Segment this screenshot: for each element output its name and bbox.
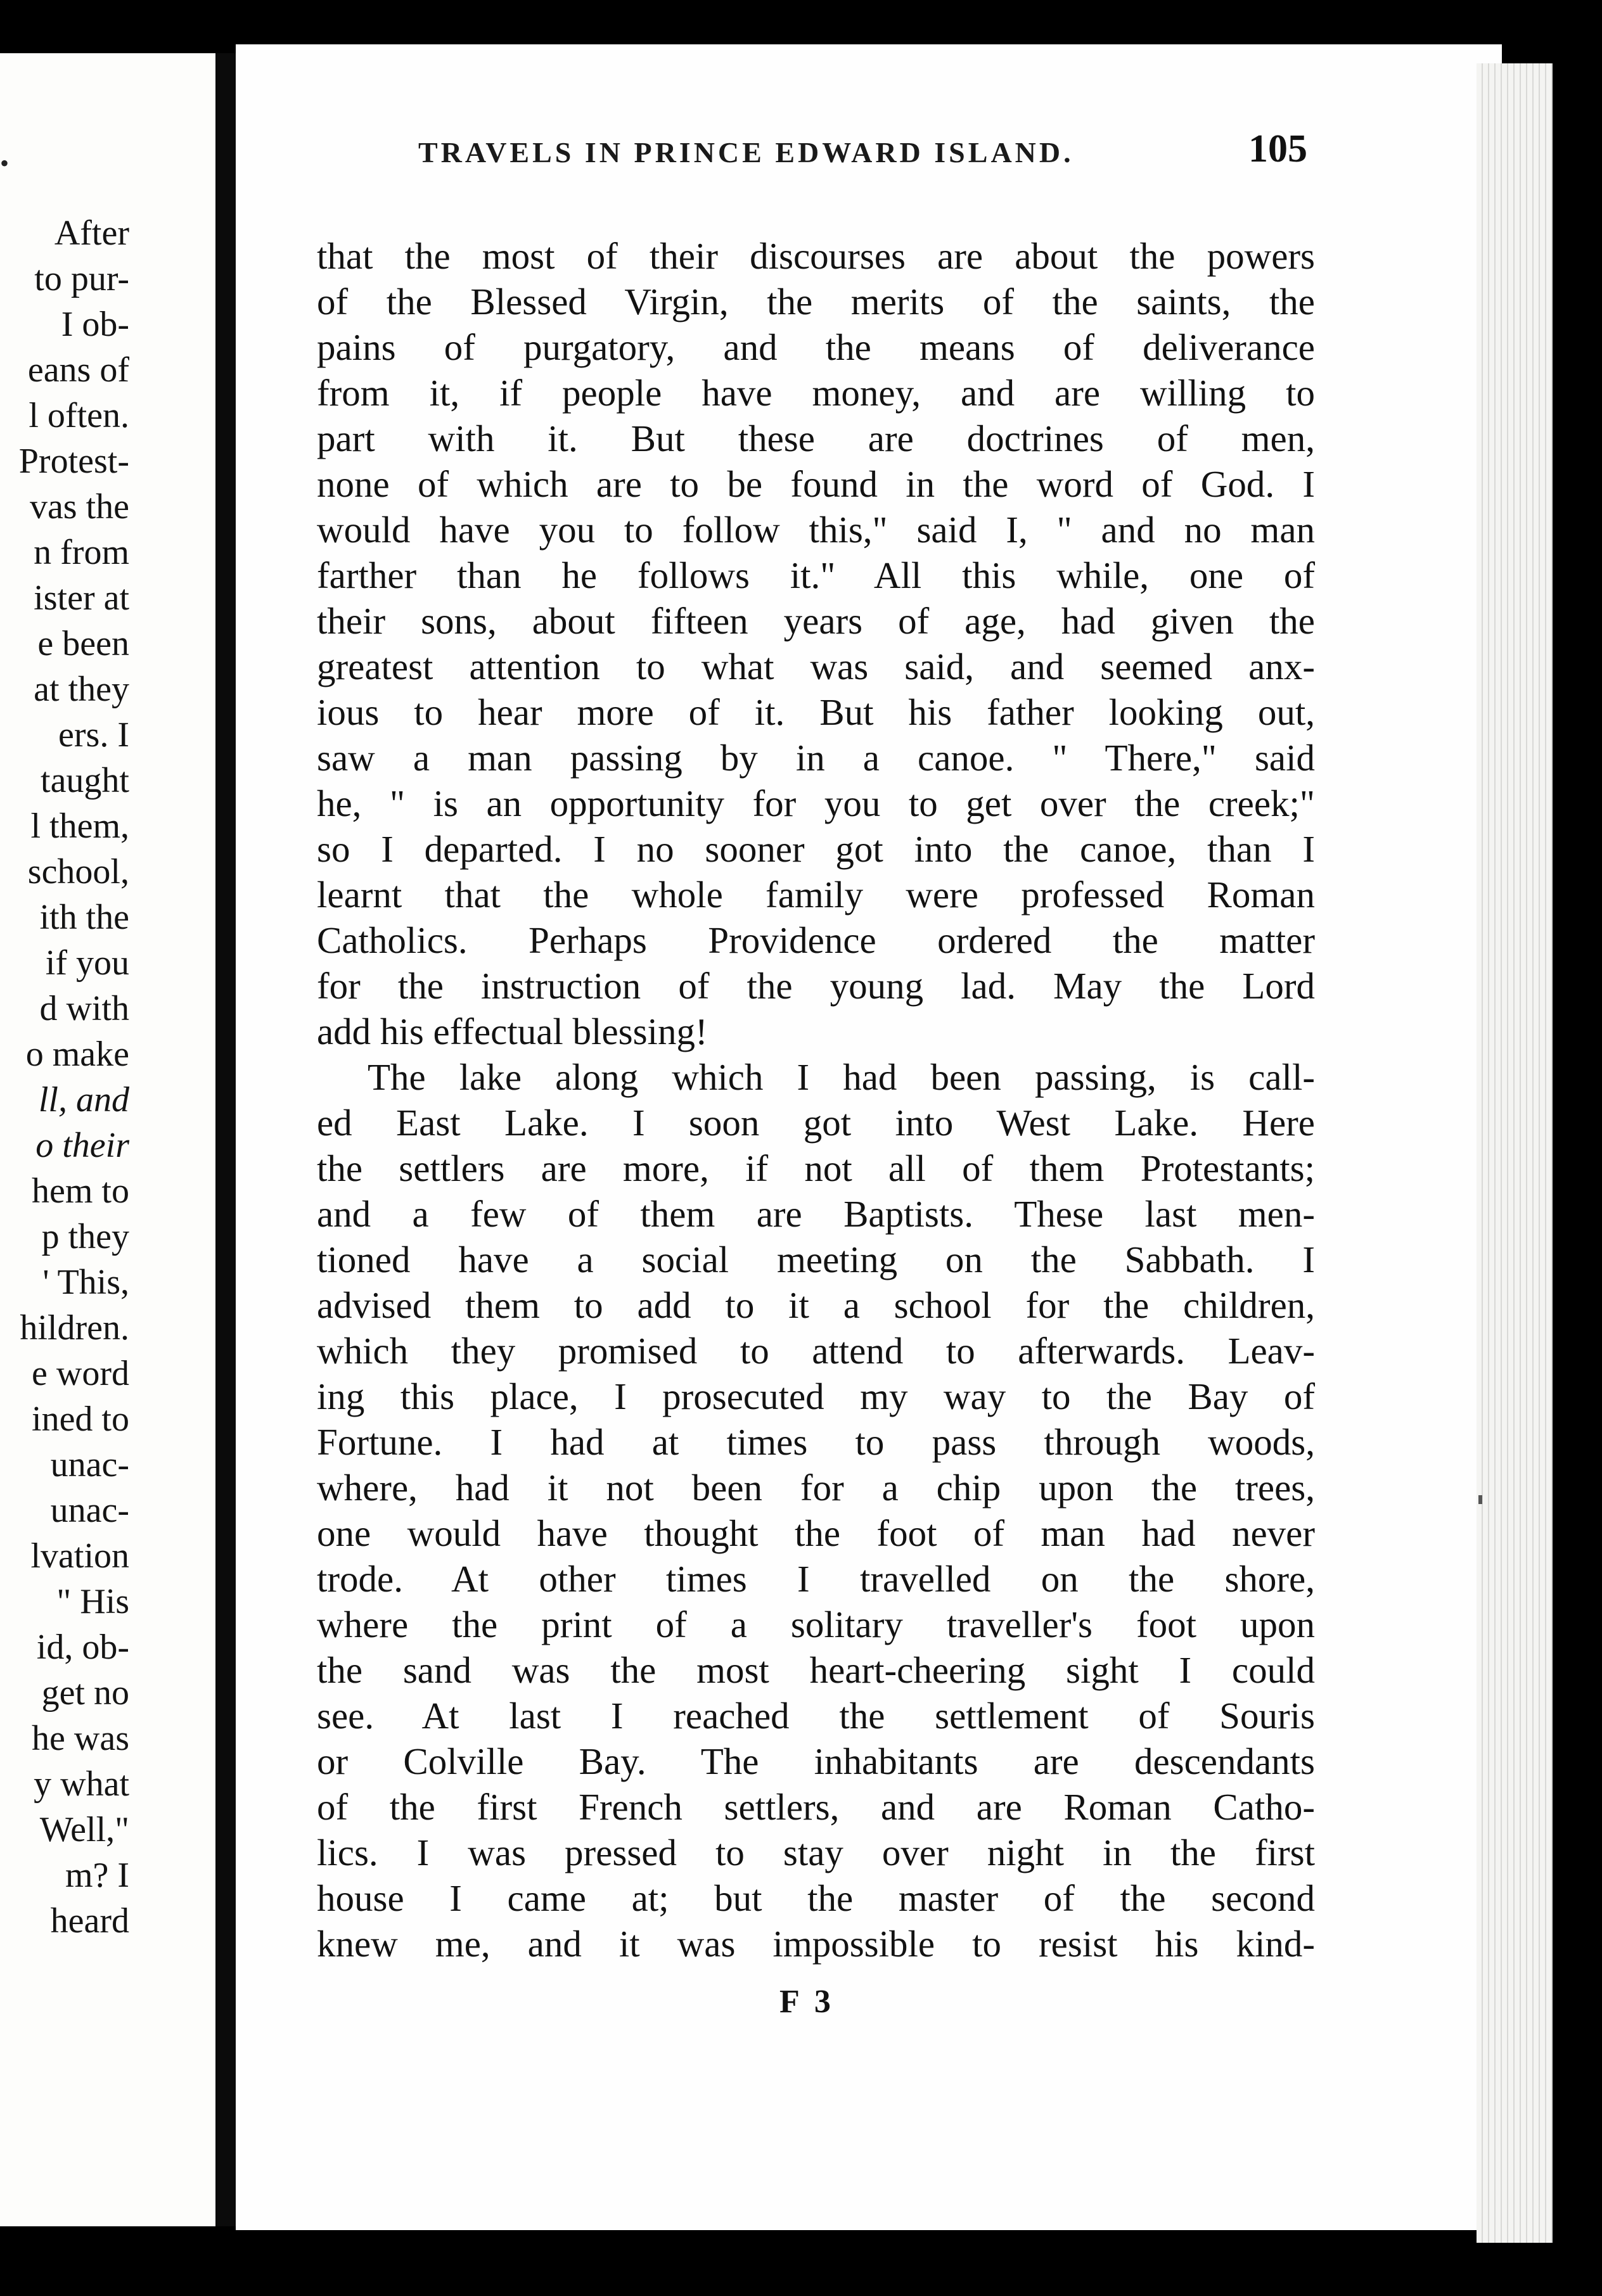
text-line: ious to hear more of it. But his father looking out, [317,691,1315,733]
left-line: he was [32,1719,129,1758]
left-page-mark: • [0,149,10,177]
left-line: heard [50,1901,129,1941]
book-gutter [215,53,236,2226]
text-line: none of which are to be found in the word of God. I [317,463,1315,505]
left-line: Protest- [18,442,129,481]
text-line: knew me, and it was impossible to resist his kind- [317,1923,1315,1965]
left-line: y what [34,1764,129,1804]
text-line: tioned have a social meeting on the Sabbath. I [317,1239,1315,1280]
text-line: trode. At other times I travelled on the shore, [317,1558,1315,1600]
text-line: and a few of them are Baptists. These last men- [317,1193,1315,1235]
text-line: the sand was the most heart-cheering sight I could [317,1649,1315,1691]
previous-page-fragment [0,53,215,2226]
left-line: " His [56,1582,129,1621]
text-line: The lake along which I had been passing, is call- [368,1056,1315,1098]
left-line: m? I [65,1856,129,1895]
text-line: he, " is an opportunity for you to get over the creek;" [317,782,1315,824]
left-line: p they [41,1217,129,1256]
text-line: learnt that the whole family were professed Roman [317,874,1315,915]
text-line: would have you to follow this," said I, " and no man [317,509,1315,551]
page-number: 105 [1248,127,1307,170]
left-line: After [54,214,129,253]
text-line: one would have thought the foot of man had never [317,1512,1315,1554]
left-line: lvation [30,1536,129,1576]
text-line: the settlers are more, if not all of them Protestants; [317,1147,1315,1189]
text-line: so I departed. I no sooner got into the canoe, than I [317,828,1315,870]
left-line: at they [34,670,129,709]
left-line: n from [34,533,129,572]
left-line: hildren. [20,1308,129,1348]
left-line: hem to [32,1171,129,1211]
text-line: Catholics. Perhaps Providence ordered the matter [317,919,1315,961]
left-line: school, [27,852,129,891]
left-line: unac- [50,1445,129,1484]
left-line: I ob- [61,305,129,344]
text-line: greatest attention to what was said, and seemed anx- [317,646,1315,687]
left-line: get no [41,1673,129,1712]
left-line: ined to [32,1400,129,1439]
left-line: ister at [34,578,129,618]
text-line: that the most of their discourses are about the powers [317,235,1315,277]
left-line: ll, and [38,1080,129,1119]
text-line: or Colville Bay. The inhabitants are descendants [317,1740,1315,1782]
text-line: advised them to add to it a school for the children, [317,1284,1315,1326]
left-line: o their [35,1126,129,1165]
text-line: lics. I was pressed to stay over night in the first [317,1832,1315,1873]
text-line: from it, if people have money, and are willing to [317,372,1315,414]
text-line: where, had it not been for a chip upon the trees, [317,1467,1315,1508]
left-line: eans of [27,350,129,390]
page-edges [1477,63,1553,2243]
left-line: ers. I [58,715,129,755]
text-line: see. At last I reached the settlement of Souris [317,1695,1315,1737]
text-line: where the print of a solitary traveller's foot upon [317,1604,1315,1645]
text-line: ing this place, I prosecuted my way to the Bay of [317,1375,1315,1417]
running-title: TRAVELS IN PRINCE EDWARD ISLAND. [418,136,1074,169]
left-line: o make [25,1035,129,1074]
text-line: saw a man passing by in a canoe. " There," said [317,737,1315,779]
text-line: part with it. But these are doctrines of men, [317,418,1315,459]
signature-mark: F 3 [779,1984,835,2020]
left-line: taught [41,761,129,800]
text-line: pains of purgatory, and the means of deliverance [317,326,1315,368]
left-line: id, ob- [36,1628,129,1667]
text-line: house I came at; but the master of the second [317,1877,1315,1919]
left-line: if you [45,943,129,983]
left-line: d with [39,989,129,1028]
text-line: which they promised to attend to afterwards. Leav- [317,1330,1315,1372]
left-line: e word [32,1354,129,1393]
left-line: e been [37,624,129,663]
left-line: l them, [30,807,129,846]
left-line: ' This, [42,1263,129,1302]
text-line: ed East Lake. I soon got into West Lake. Here [317,1102,1315,1144]
text-line: farther than he follows it." All this while, one of [317,554,1315,596]
page-edge-mark [1478,1495,1482,1504]
left-line: Well," [39,1810,129,1849]
text-line: of the first French settlers, and are Roman Catho- [317,1786,1315,1828]
text-line: add his effectual blessing! [317,1011,708,1052]
left-line: to pur- [34,259,129,298]
text-line: their sons, about fifteen years of age, had given the [317,600,1315,642]
left-line: unac- [50,1491,129,1530]
left-line: l often. [29,396,129,435]
text-line: for the instruction of the young lad. May the Lord [317,965,1315,1007]
text-line: Fortune. I had at times to pass through woods, [317,1421,1315,1463]
text-line: of the Blessed Virgin, the merits of the saints, the [317,281,1315,322]
left-line: ith the [39,898,129,937]
left-line: vas the [29,487,129,526]
